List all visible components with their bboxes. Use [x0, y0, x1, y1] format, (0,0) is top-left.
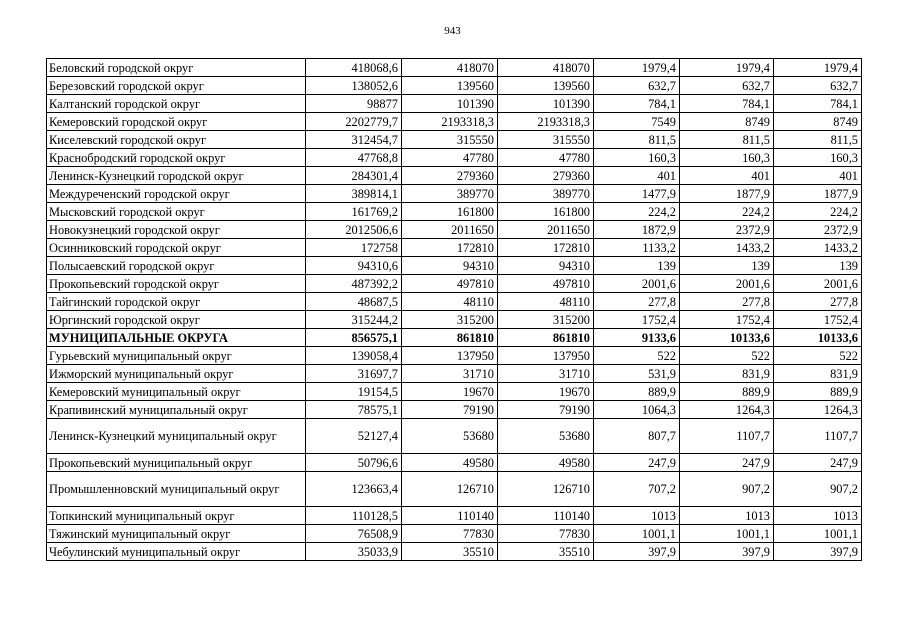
- row-label: Чебулинский муниципальный округ: [47, 543, 306, 561]
- value-cell-6: 401: [774, 167, 862, 185]
- value-cell-4: 277,8: [594, 293, 680, 311]
- table-row: [47, 203, 862, 221]
- value-cell-1: 19154,5: [306, 383, 402, 401]
- table-row: [47, 275, 862, 293]
- value-cell-3: 101390: [498, 95, 594, 113]
- value-cell-6: 1433,2: [774, 239, 862, 257]
- row-label: Киселевский городской округ: [47, 131, 306, 149]
- value-cell-2: 53680: [402, 419, 498, 454]
- table-row: [47, 221, 862, 239]
- value-cell-3: 49580: [498, 454, 594, 472]
- value-cell-3: 418070: [498, 59, 594, 77]
- value-cell-3: 35510: [498, 543, 594, 561]
- value-cell-5: 811,5: [680, 131, 774, 149]
- value-cell-6: 907,2: [774, 472, 862, 507]
- value-cell-3: 139560: [498, 77, 594, 95]
- value-cell-2: 94310: [402, 257, 498, 275]
- value-cell-3: 110140: [498, 507, 594, 525]
- value-cell-4: 1872,9: [594, 221, 680, 239]
- value-cell-3: 861810: [498, 329, 594, 347]
- row-label: Новокузнецкий городской округ: [47, 221, 306, 239]
- table-row: [47, 185, 862, 203]
- value-cell-3: 315550: [498, 131, 594, 149]
- value-cell-4: 9133,6: [594, 329, 680, 347]
- value-cell-5: 907,2: [680, 472, 774, 507]
- row-label: Тяжинский муниципальный округ: [47, 525, 306, 543]
- value-cell-5: 10133,6: [680, 329, 774, 347]
- value-cell-5: 1752,4: [680, 311, 774, 329]
- value-cell-1: 139058,4: [306, 347, 402, 365]
- row-label: Ленинск-Кузнецкий городской округ: [47, 167, 306, 185]
- row-label: Промышленновский муниципальный округ: [47, 472, 306, 507]
- value-cell-4: 1477,9: [594, 185, 680, 203]
- row-label: Тайгинский городской округ: [47, 293, 306, 311]
- row-label: Калтанский городской округ: [47, 95, 306, 113]
- value-cell-4: 807,7: [594, 419, 680, 454]
- row-label: Прокопьевский городской округ: [47, 275, 306, 293]
- value-cell-5: 160,3: [680, 149, 774, 167]
- value-cell-2: 126710: [402, 472, 498, 507]
- value-cell-3: 19670: [498, 383, 594, 401]
- value-cell-5: 1001,1: [680, 525, 774, 543]
- value-cell-6: 397,9: [774, 543, 862, 561]
- value-cell-1: 48687,5: [306, 293, 402, 311]
- value-cell-1: 35033,9: [306, 543, 402, 561]
- value-cell-4: 224,2: [594, 203, 680, 221]
- value-cell-1: 315244,2: [306, 311, 402, 329]
- table-row: [47, 543, 862, 561]
- row-label: Кемеровский городской округ: [47, 113, 306, 131]
- value-cell-4: 784,1: [594, 95, 680, 113]
- value-cell-2: 497810: [402, 275, 498, 293]
- value-cell-6: 277,8: [774, 293, 862, 311]
- value-cell-5: 397,9: [680, 543, 774, 561]
- table-row: [47, 257, 862, 275]
- value-cell-2: 389770: [402, 185, 498, 203]
- value-cell-5: 139: [680, 257, 774, 275]
- row-label: МУНИЦИПАЛЬНЫЕ ОКРУГА: [47, 329, 306, 347]
- value-cell-1: 31697,7: [306, 365, 402, 383]
- value-cell-3: 161800: [498, 203, 594, 221]
- value-cell-2: 110140: [402, 507, 498, 525]
- value-cell-5: 784,1: [680, 95, 774, 113]
- value-cell-1: 418068,6: [306, 59, 402, 77]
- table-row: [47, 311, 862, 329]
- value-cell-1: 94310,6: [306, 257, 402, 275]
- value-cell-4: 1133,2: [594, 239, 680, 257]
- value-cell-6: 1001,1: [774, 525, 862, 543]
- value-cell-3: 497810: [498, 275, 594, 293]
- value-cell-6: 522: [774, 347, 862, 365]
- value-cell-1: 47768,8: [306, 149, 402, 167]
- value-cell-5: 522: [680, 347, 774, 365]
- value-cell-3: 79190: [498, 401, 594, 419]
- value-cell-3: 279360: [498, 167, 594, 185]
- value-cell-6: 224,2: [774, 203, 862, 221]
- value-cell-3: 126710: [498, 472, 594, 507]
- value-cell-2: 279360: [402, 167, 498, 185]
- table-row: [47, 507, 862, 525]
- value-cell-4: 7549: [594, 113, 680, 131]
- value-cell-4: 1064,3: [594, 401, 680, 419]
- table-row: [47, 472, 862, 507]
- row-label: Крапивинский муниципальный округ: [47, 401, 306, 419]
- value-cell-5: 889,9: [680, 383, 774, 401]
- table-row: [47, 59, 862, 77]
- value-cell-1: 110128,5: [306, 507, 402, 525]
- value-cell-2: 47780: [402, 149, 498, 167]
- value-cell-2: 2011650: [402, 221, 498, 239]
- row-label: Осинниковский городской округ: [47, 239, 306, 257]
- value-cell-6: 8749: [774, 113, 862, 131]
- table-row: [47, 95, 862, 113]
- value-cell-2: 161800: [402, 203, 498, 221]
- value-cell-3: 315200: [498, 311, 594, 329]
- value-cell-5: 2372,9: [680, 221, 774, 239]
- row-label: Кемеровский муниципальный округ: [47, 383, 306, 401]
- value-cell-5: 1979,4: [680, 59, 774, 77]
- value-cell-3: 2193318,3: [498, 113, 594, 131]
- row-label: Мысковский городской округ: [47, 203, 306, 221]
- table-row: [47, 454, 862, 472]
- value-cell-6: 784,1: [774, 95, 862, 113]
- value-cell-2: 2193318,3: [402, 113, 498, 131]
- value-cell-5: 277,8: [680, 293, 774, 311]
- value-cell-5: 1107,7: [680, 419, 774, 454]
- table-row: [47, 419, 862, 454]
- value-cell-5: 401: [680, 167, 774, 185]
- value-cell-6: 10133,6: [774, 329, 862, 347]
- value-cell-6: 247,9: [774, 454, 862, 472]
- value-cell-5: 1433,2: [680, 239, 774, 257]
- value-cell-4: 139: [594, 257, 680, 275]
- value-cell-4: 1752,4: [594, 311, 680, 329]
- table-row: [47, 113, 862, 131]
- value-cell-4: 707,2: [594, 472, 680, 507]
- value-cell-3: 53680: [498, 419, 594, 454]
- value-cell-4: 1013: [594, 507, 680, 525]
- value-cell-4: 889,9: [594, 383, 680, 401]
- value-cell-1: 78575,1: [306, 401, 402, 419]
- row-label: Беловский городской округ: [47, 59, 306, 77]
- row-label: Прокопьевский муниципальный округ: [47, 454, 306, 472]
- value-cell-2: 172810: [402, 239, 498, 257]
- value-cell-1: 76508,9: [306, 525, 402, 543]
- value-cell-4: 1001,1: [594, 525, 680, 543]
- value-cell-3: 48110: [498, 293, 594, 311]
- value-cell-6: 1752,4: [774, 311, 862, 329]
- value-cell-1: 2202779,7: [306, 113, 402, 131]
- value-cell-4: 522: [594, 347, 680, 365]
- budget-table: [46, 58, 862, 561]
- value-cell-2: 137950: [402, 347, 498, 365]
- value-cell-1: 138052,6: [306, 77, 402, 95]
- row-label: Краснобродский городской округ: [47, 149, 306, 167]
- value-cell-6: 1013: [774, 507, 862, 525]
- value-cell-1: 487392,2: [306, 275, 402, 293]
- value-cell-3: 137950: [498, 347, 594, 365]
- row-label: Березовский городской округ: [47, 77, 306, 95]
- value-cell-3: 389770: [498, 185, 594, 203]
- table-row: [47, 77, 862, 95]
- row-label: Междуреченский городской округ: [47, 185, 306, 203]
- value-cell-3: 2011650: [498, 221, 594, 239]
- value-cell-6: 2001,6: [774, 275, 862, 293]
- value-cell-3: 77830: [498, 525, 594, 543]
- value-cell-2: 139560: [402, 77, 498, 95]
- value-cell-3: 94310: [498, 257, 594, 275]
- table-row: [47, 131, 862, 149]
- value-cell-5: 632,7: [680, 77, 774, 95]
- value-cell-6: 1264,3: [774, 401, 862, 419]
- value-cell-2: 315200: [402, 311, 498, 329]
- section-row: [47, 329, 862, 347]
- table-body: [47, 59, 862, 561]
- value-cell-6: 811,5: [774, 131, 862, 149]
- row-label: Юргинский городской округ: [47, 311, 306, 329]
- table-row: [47, 239, 862, 257]
- value-cell-4: 811,5: [594, 131, 680, 149]
- value-cell-5: 1877,9: [680, 185, 774, 203]
- value-cell-3: 31710: [498, 365, 594, 383]
- value-cell-6: 160,3: [774, 149, 862, 167]
- value-cell-1: 856575,1: [306, 329, 402, 347]
- value-cell-2: 31710: [402, 365, 498, 383]
- value-cell-2: 315550: [402, 131, 498, 149]
- value-cell-1: 172758: [306, 239, 402, 257]
- value-cell-2: 418070: [402, 59, 498, 77]
- row-label: Гурьевский муниципальный округ: [47, 347, 306, 365]
- value-cell-1: 284301,4: [306, 167, 402, 185]
- value-cell-1: 123663,4: [306, 472, 402, 507]
- value-cell-2: 48110: [402, 293, 498, 311]
- value-cell-6: 2372,9: [774, 221, 862, 239]
- value-cell-6: 1979,4: [774, 59, 862, 77]
- value-cell-5: 224,2: [680, 203, 774, 221]
- value-cell-6: 139: [774, 257, 862, 275]
- value-cell-5: 8749: [680, 113, 774, 131]
- value-cell-5: 247,9: [680, 454, 774, 472]
- value-cell-3: 47780: [498, 149, 594, 167]
- row-label: Топкинский муниципальный округ: [47, 507, 306, 525]
- value-cell-1: 52127,4: [306, 419, 402, 454]
- table-row: [47, 149, 862, 167]
- value-cell-5: 1264,3: [680, 401, 774, 419]
- value-cell-2: 49580: [402, 454, 498, 472]
- value-cell-4: 1979,4: [594, 59, 680, 77]
- table-row: [47, 365, 862, 383]
- value-cell-2: 861810: [402, 329, 498, 347]
- table-row: [47, 525, 862, 543]
- value-cell-6: 1877,9: [774, 185, 862, 203]
- value-cell-4: 632,7: [594, 77, 680, 95]
- value-cell-4: 531,9: [594, 365, 680, 383]
- table-row: [47, 293, 862, 311]
- value-cell-1: 312454,7: [306, 131, 402, 149]
- value-cell-6: 831,9: [774, 365, 862, 383]
- value-cell-1: 161769,2: [306, 203, 402, 221]
- table-row: [47, 383, 862, 401]
- row-label: Ленинск-Кузнецкий муниципальный округ: [47, 419, 306, 454]
- value-cell-2: 35510: [402, 543, 498, 561]
- value-cell-4: 401: [594, 167, 680, 185]
- value-cell-5: 831,9: [680, 365, 774, 383]
- value-cell-3: 172810: [498, 239, 594, 257]
- page-number: 943: [444, 25, 461, 37]
- value-cell-2: 79190: [402, 401, 498, 419]
- table-row: [47, 347, 862, 365]
- table-row: [47, 167, 862, 185]
- value-cell-5: 2001,6: [680, 275, 774, 293]
- value-cell-2: 77830: [402, 525, 498, 543]
- value-cell-4: 2001,6: [594, 275, 680, 293]
- value-cell-2: 101390: [402, 95, 498, 113]
- row-label: Полысаевский городской округ: [47, 257, 306, 275]
- value-cell-4: 160,3: [594, 149, 680, 167]
- value-cell-2: 19670: [402, 383, 498, 401]
- table-row: [47, 401, 862, 419]
- value-cell-6: 632,7: [774, 77, 862, 95]
- value-cell-4: 247,9: [594, 454, 680, 472]
- value-cell-1: 50796,6: [306, 454, 402, 472]
- value-cell-6: 1107,7: [774, 419, 862, 454]
- row-label: Ижморский муниципальный округ: [47, 365, 306, 383]
- value-cell-1: 98877: [306, 95, 402, 113]
- value-cell-1: 2012506,6: [306, 221, 402, 239]
- value-cell-6: 889,9: [774, 383, 862, 401]
- value-cell-4: 397,9: [594, 543, 680, 561]
- value-cell-1: 389814,1: [306, 185, 402, 203]
- value-cell-5: 1013: [680, 507, 774, 525]
